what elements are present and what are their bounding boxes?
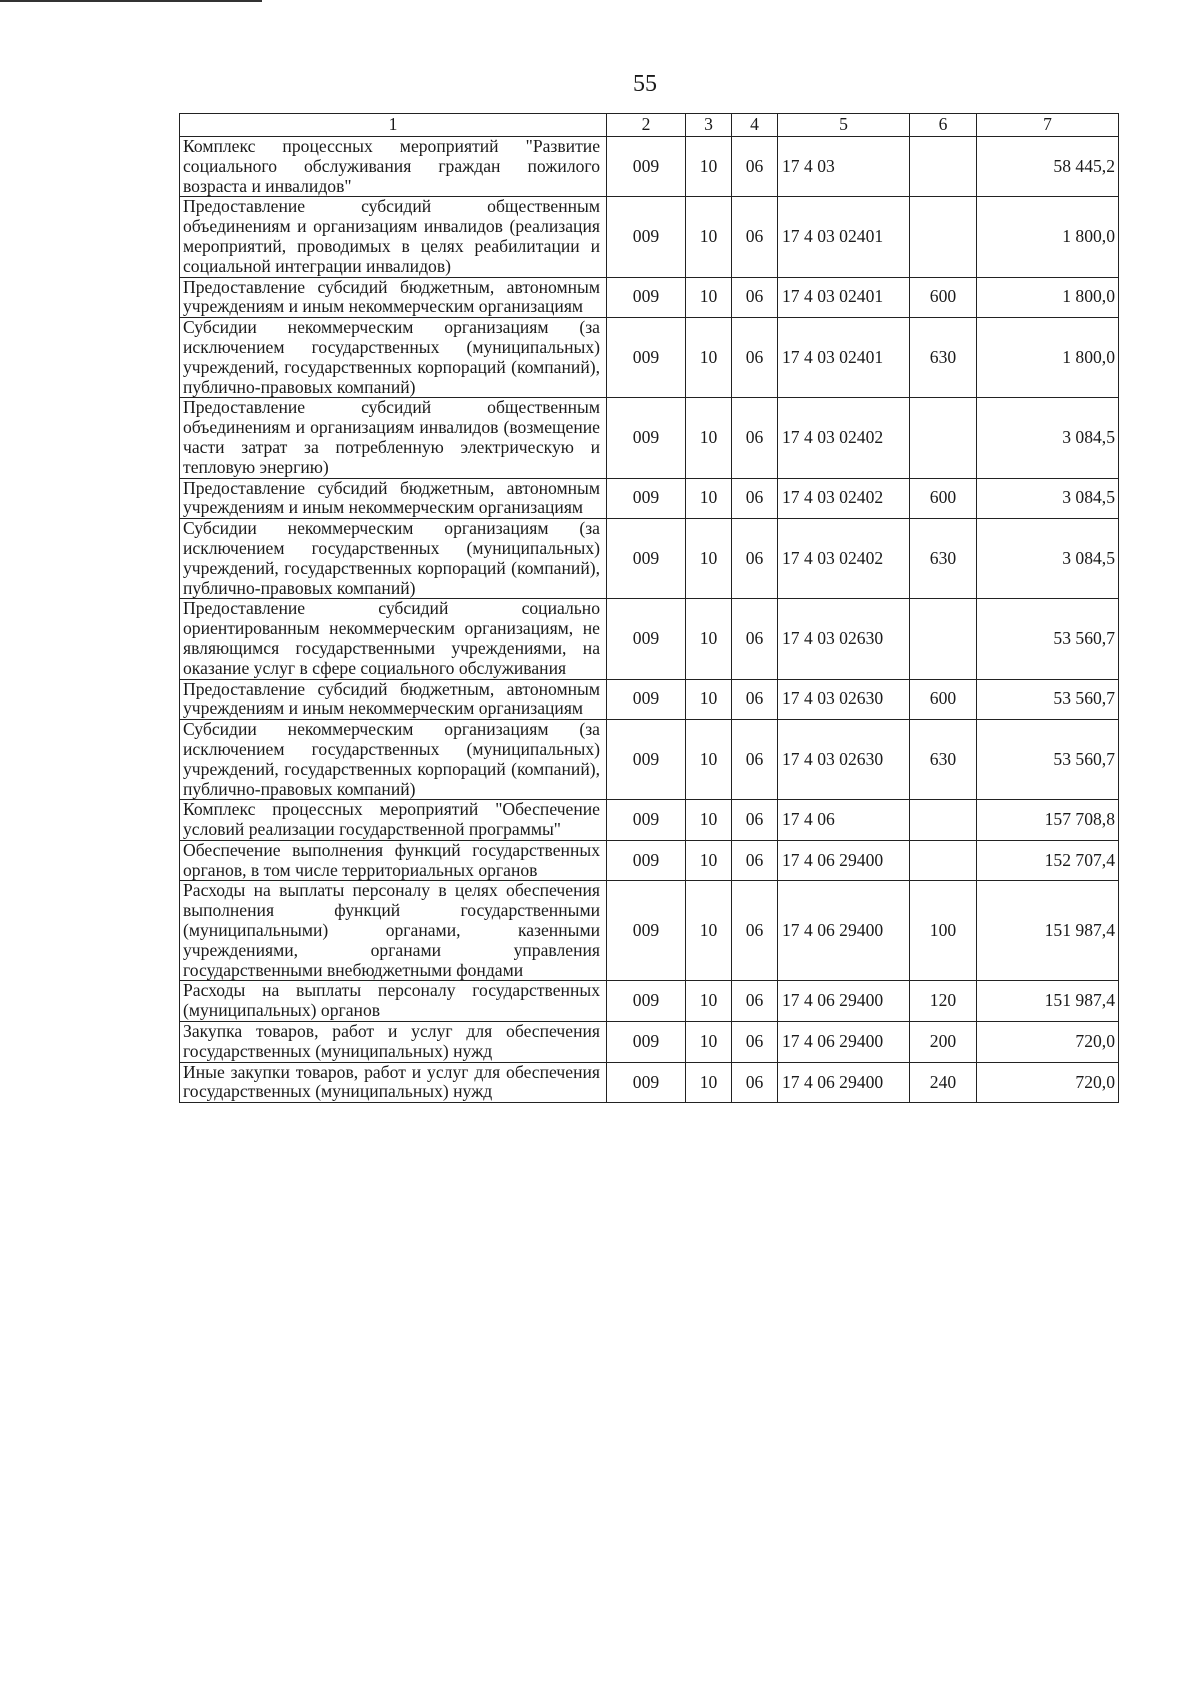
expense-name-cell: Предоставление субсидий общественным объединениям и организациям инвалидов (возмещение части затрат за потребленную электрическую и тепловую энергию) (180, 398, 607, 478)
expense-name-cell: Субсидии некоммерческим организациям (за исключением государственных (муниципальных) учреждений, государственных корпораций (компаний), публично-правовых компаний) (180, 318, 607, 398)
section-code-cell: 10 (686, 519, 732, 599)
table-row (180, 881, 1119, 981)
section-code-cell: 10 (686, 881, 732, 981)
table-row (180, 800, 1119, 841)
expense-name-cell: Субсидии некоммерческим организациям (за исключением государственных (муниципальных) учреждений, государственных корпораций (компаний), публично-правовых компаний) (180, 720, 607, 800)
amount-cell: 3 084,5 (977, 478, 1119, 519)
table-row (180, 1062, 1119, 1103)
table-row (180, 318, 1119, 398)
subsection-code-cell: 06 (732, 800, 778, 841)
column-header: 1 (180, 114, 607, 137)
expense-type-cell: 600 (910, 277, 977, 318)
department-code-cell: 009 (607, 1062, 686, 1103)
target-article-cell: 17 4 06 29400 (778, 840, 910, 881)
table-row (180, 478, 1119, 519)
section-code-cell: 10 (686, 137, 732, 197)
corner-rule (0, 0, 262, 2)
expense-name-cell: Закупка товаров, работ и услуг для обеспечения государственных (муниципальных) нужд (180, 1022, 607, 1063)
amount-cell: 151 987,4 (977, 881, 1119, 981)
amount-cell: 3 084,5 (977, 519, 1119, 599)
amount-cell: 58 445,2 (977, 137, 1119, 197)
department-code-cell: 009 (607, 197, 686, 277)
expense-name-cell: Предоставление субсидий бюджетным, автономным учреждениям и иным некоммерческим организациям (180, 277, 607, 318)
department-code-cell: 009 (607, 679, 686, 720)
expense-type-cell: 630 (910, 720, 977, 800)
table-row (180, 720, 1119, 800)
amount-cell: 151 987,4 (977, 981, 1119, 1022)
department-code-cell: 009 (607, 277, 686, 318)
target-article-cell: 17 4 03 02402 (778, 519, 910, 599)
department-code-cell: 009 (607, 398, 686, 478)
section-code-cell: 10 (686, 800, 732, 841)
column-header: 2 (607, 114, 686, 137)
amount-cell: 53 560,7 (977, 720, 1119, 800)
subsection-code-cell: 06 (732, 478, 778, 519)
expense-type-cell (910, 800, 977, 841)
expense-type-cell (910, 840, 977, 881)
section-code-cell: 10 (686, 720, 732, 800)
expense-type-cell: 600 (910, 478, 977, 519)
section-code-cell: 10 (686, 679, 732, 720)
expense-name-cell: Субсидии некоммерческим организациям (за исключением государственных (муниципальных) учреждений, государственных корпораций (компаний), публично-правовых компаний) (180, 519, 607, 599)
expense-name-cell: Комплекс процессных мероприятий "Обеспечение условий реализации государственной программы" (180, 800, 607, 841)
subsection-code-cell: 06 (732, 137, 778, 197)
section-code-cell: 10 (686, 277, 732, 318)
department-code-cell: 009 (607, 599, 686, 679)
amount-cell: 1 800,0 (977, 318, 1119, 398)
table-row (180, 137, 1119, 197)
target-article-cell: 17 4 03 02630 (778, 679, 910, 720)
expense-name-cell: Иные закупки товаров, работ и услуг для обеспечения государственных (муниципальных) нужд (180, 1062, 607, 1103)
section-code-cell: 10 (686, 478, 732, 519)
department-code-cell: 009 (607, 519, 686, 599)
department-code-cell: 009 (607, 981, 686, 1022)
expense-name-cell: Предоставление субсидий общественным объединениям и организациям инвалидов (реализация мероприятий, проводимых в целях реабилитации и социальной интеграции инвалидов) (180, 197, 607, 277)
target-article-cell: 17 4 03 (778, 137, 910, 197)
column-header: 5 (778, 114, 910, 137)
subsection-code-cell: 06 (732, 981, 778, 1022)
department-code-cell: 009 (607, 800, 686, 841)
department-code-cell: 009 (607, 840, 686, 881)
expense-type-cell: 630 (910, 519, 977, 599)
amount-cell: 720,0 (977, 1022, 1119, 1063)
expense-type-cell (910, 398, 977, 478)
department-code-cell: 009 (607, 478, 686, 519)
expense-name-cell: Комплекс процессных мероприятий "Развитие социального обслуживания граждан пожилого возраста и инвалидов" (180, 137, 607, 197)
table-row (180, 197, 1119, 277)
expense-type-cell: 120 (910, 981, 977, 1022)
column-header: 4 (732, 114, 778, 137)
amount-cell: 720,0 (977, 1062, 1119, 1103)
amount-cell: 1 800,0 (977, 197, 1119, 277)
table-row (180, 1022, 1119, 1063)
table-row (180, 599, 1119, 679)
subsection-code-cell: 06 (732, 398, 778, 478)
target-article-cell: 17 4 03 02401 (778, 197, 910, 277)
expense-name-cell: Расходы на выплаты персоналу государственных (муниципальных) органов (180, 981, 607, 1022)
expense-name-cell: Расходы на выплаты персоналу в целях обеспечения выполнения функций государственными (муниципальными) органами, казенными учреждениями, органами управления государственными внебюджетными фондами (180, 881, 607, 981)
amount-cell: 152 707,4 (977, 840, 1119, 881)
target-article-cell: 17 4 06 29400 (778, 881, 910, 981)
section-code-cell: 10 (686, 599, 732, 679)
department-code-cell: 009 (607, 137, 686, 197)
amount-cell: 53 560,7 (977, 599, 1119, 679)
column-header: 6 (910, 114, 977, 137)
subsection-code-cell: 06 (732, 720, 778, 800)
table-row (180, 679, 1119, 720)
section-code-cell: 10 (686, 398, 732, 478)
table-row (180, 277, 1119, 318)
amount-cell: 3 084,5 (977, 398, 1119, 478)
target-article-cell: 17 4 03 02402 (778, 398, 910, 478)
page-number: 55 (633, 71, 657, 97)
budget-table-body (180, 114, 1119, 1103)
target-article-cell: 17 4 03 02630 (778, 720, 910, 800)
section-code-cell: 10 (686, 1022, 732, 1063)
section-code-cell: 10 (686, 981, 732, 1022)
expense-type-cell (910, 137, 977, 197)
expense-name-cell: Обеспечение выполнения функций государственных органов, в том числе территориальных органов (180, 840, 607, 881)
expense-type-cell: 240 (910, 1062, 977, 1103)
target-article-cell: 17 4 03 02401 (778, 277, 910, 318)
column-header: 7 (977, 114, 1119, 137)
table-row (180, 981, 1119, 1022)
department-code-cell: 009 (607, 720, 686, 800)
target-article-cell: 17 4 06 29400 (778, 1022, 910, 1063)
target-article-cell: 17 4 06 29400 (778, 981, 910, 1022)
amount-cell: 53 560,7 (977, 679, 1119, 720)
subsection-code-cell: 06 (732, 840, 778, 881)
table-row (180, 519, 1119, 599)
expense-type-cell (910, 197, 977, 277)
expense-name-cell: Предоставление субсидий бюджетным, автономным учреждениям и иным некоммерческим организациям (180, 679, 607, 720)
target-article-cell: 17 4 03 02401 (778, 318, 910, 398)
subsection-code-cell: 06 (732, 599, 778, 679)
budget-table (179, 113, 1119, 1103)
target-article-cell: 17 4 06 29400 (778, 1062, 910, 1103)
section-code-cell: 10 (686, 197, 732, 277)
amount-cell: 1 800,0 (977, 277, 1119, 318)
department-code-cell: 009 (607, 881, 686, 981)
subsection-code-cell: 06 (732, 1022, 778, 1063)
subsection-code-cell: 06 (732, 197, 778, 277)
amount-cell: 157 708,8 (977, 800, 1119, 841)
subsection-code-cell: 06 (732, 1062, 778, 1103)
expense-name-cell: Предоставление субсидий бюджетным, автономным учреждениям и иным некоммерческим организациям (180, 478, 607, 519)
expense-type-cell (910, 599, 977, 679)
subsection-code-cell: 06 (732, 318, 778, 398)
subsection-code-cell: 06 (732, 519, 778, 599)
section-code-cell: 10 (686, 840, 732, 881)
expense-type-cell: 200 (910, 1022, 977, 1063)
expense-type-cell: 600 (910, 679, 977, 720)
expense-type-cell: 100 (910, 881, 977, 981)
department-code-cell: 009 (607, 318, 686, 398)
target-article-cell: 17 4 03 02402 (778, 478, 910, 519)
table-row (180, 398, 1119, 478)
subsection-code-cell: 06 (732, 881, 778, 981)
expense-type-cell: 630 (910, 318, 977, 398)
target-article-cell: 17 4 06 (778, 800, 910, 841)
section-code-cell: 10 (686, 1062, 732, 1103)
expense-name-cell: Предоставление субсидий социально ориентированным некоммерческим организациям, не являющимся государственными учреждениями, на оказание услуг в сфере социального обслуживания (180, 599, 607, 679)
column-header: 3 (686, 114, 732, 137)
column-number-row (180, 114, 1119, 137)
subsection-code-cell: 06 (732, 679, 778, 720)
subsection-code-cell: 06 (732, 277, 778, 318)
target-article-cell: 17 4 03 02630 (778, 599, 910, 679)
table-row (180, 840, 1119, 881)
section-code-cell: 10 (686, 318, 732, 398)
department-code-cell: 009 (607, 1022, 686, 1063)
